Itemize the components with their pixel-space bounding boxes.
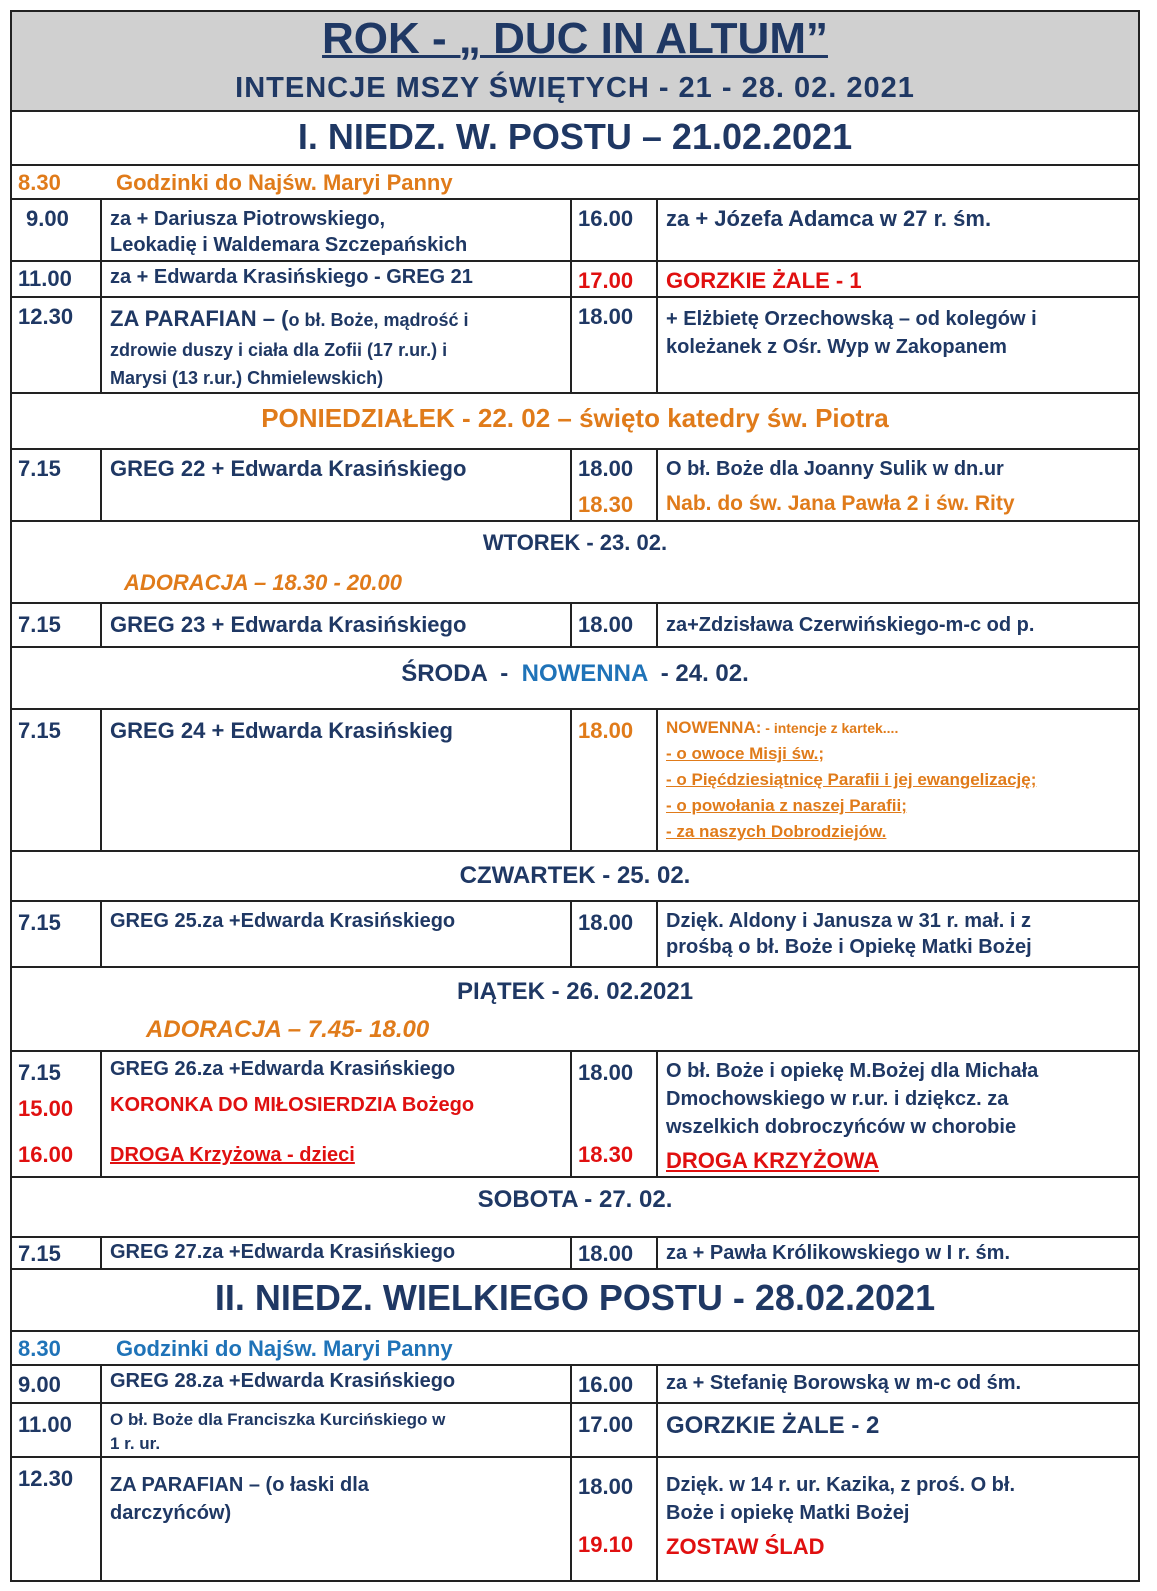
godzinki-time: 8.30 — [18, 1336, 61, 1361]
mass-time: 16.00 — [18, 1142, 74, 1167]
godzinki-time: 8.30 — [18, 170, 61, 195]
friday-row — [12, 1052, 1138, 1178]
mass-intention: GREG 25.za +Edwarda Krasińskiego — [110, 910, 456, 932]
nowenna-intention: - o Pięćdziesiątnicę Parafii i jej ewangelizację; — [666, 770, 1037, 789]
sheet-header — [12, 12, 1138, 112]
mass-intention: za + Edwarda Krasińskiego - GREG 21 — [110, 266, 473, 288]
leave-trace-text: ZOSTAW ŚLAD — [666, 1534, 825, 1559]
mass-time: 11.00 — [18, 1412, 72, 1437]
nowenna-intention: - o owoce Misji św.; — [666, 744, 825, 763]
wednesday-title: ŚRODA - — [401, 660, 522, 687]
chaplet-text: KORONKA DO MIŁOSIERDZIA Bożego — [110, 1094, 475, 1116]
mass-intention: Dzięk. w 14 r. ur. Kazika, z proś. O bł. — [666, 1474, 1016, 1496]
sunday-2-godzinki-row — [12, 1332, 1138, 1366]
mass-intention: O bł. Boże dla Joanny Sulik w dn.ur — [666, 458, 1004, 480]
tuesday-title: WTOREK - 23. 02. — [482, 530, 668, 555]
mass-time: 9.00 — [26, 206, 69, 231]
tuesday-row — [12, 604, 1138, 648]
saturday-title: SOBOTA - 27. 02. — [477, 1186, 673, 1213]
monday-row — [12, 450, 1138, 522]
mass-time: 18.00 — [578, 718, 634, 743]
mass-intention: za + Stefanię Borowską w m-c od śm. — [666, 1372, 1022, 1394]
adoration-note: ADORACJA – 7.45- 18.00 — [146, 1016, 430, 1043]
mass-intention: za + Dariusza Piotrowskiego, — [110, 208, 386, 230]
thursday-title: CZWARTEK - 25. 02. — [459, 862, 691, 889]
wednesday-date: - 24. 02. — [647, 660, 749, 687]
mass-intention: 1 r. ur. — [110, 1434, 161, 1453]
mass-time: 7.15 — [18, 718, 61, 743]
mass-intention: + Elżbietę Orzechowską – od kolegów i — [666, 308, 1037, 330]
mass-intention: zdrowie duszy i ciała dla Zofii (17 r.ur.) i — [110, 340, 448, 360]
gorzkie-zale: GORZKIE ŻALE - 1 — [666, 268, 862, 293]
nowenna-label: NOWENNA: — [666, 718, 762, 737]
godzinki-text: Godzinki do Najśw. Maryi Panny — [116, 1336, 453, 1361]
stations-children: DROGA Krzyżowa - dzieci — [110, 1144, 355, 1166]
wednesday-row — [12, 710, 1138, 852]
mass-intention: Dmochowskiego w r.ur. i dziękcz. za — [666, 1088, 1009, 1110]
mass-intention: za + Pawła Królikowskiego w I r. śm. — [666, 1242, 1011, 1264]
sunday-2-title: II. NIEDZ. WIELKIEGO POSTU - 28.02.2021 — [214, 1277, 936, 1318]
mass-time: 19.10 — [578, 1532, 634, 1557]
saturday-heading — [12, 1178, 1138, 1238]
mass-intention: GREG 24 + Edwarda Krasińskieg — [110, 718, 453, 743]
nowenna-badge: NOWENNA — [521, 660, 648, 687]
mass-time: 16.00 — [578, 206, 634, 231]
mass-intention: wszelkich dobroczyńców w chorobie — [666, 1116, 1017, 1138]
devotion-text: Nab. do św. Jana Pawła 2 i św. Rity — [666, 492, 1015, 515]
mass-intention: za+Zdzisława Czerwińskiego-m-c od p. — [666, 614, 1035, 636]
thursday-row — [12, 902, 1138, 968]
mass-time: 7.15 — [18, 612, 61, 637]
mass-intention: Dzięk. Aldony i Janusza w 31 r. mał. i z — [666, 910, 1031, 932]
mass-intention: O bł. Boże i opiekę M.Bożej dla Michała — [666, 1060, 1039, 1082]
mass-time: 7.15 — [18, 456, 61, 481]
gorzkie-zale: GORZKIE ŻALE - 2 — [666, 1412, 880, 1439]
mass-time: 17.00 — [578, 268, 634, 293]
mass-time: 16.00 — [578, 1372, 634, 1397]
godzinki-text: Godzinki do Najśw. Maryi Panny — [116, 170, 453, 195]
nowenna-intention: - za naszych Dobrodziejów. — [666, 822, 887, 841]
nowenna-note: - intencje z kartek.... — [761, 720, 899, 736]
mass-time: 18.00 — [578, 1474, 634, 1499]
mass-intention: GREG 23 + Edwarda Krasińskiego — [110, 612, 467, 637]
sheet-subtitle: INTENCJE MSZY ŚWIĘTYCH - 21 - 28. 02. 2021 — [235, 72, 915, 104]
mass-intention: GREG 26.za +Edwarda Krasińskiego — [110, 1058, 456, 1080]
sunday-2-row-3 — [12, 1458, 1138, 1580]
adoration-note: ADORACJA – 18.30 - 20.00 — [124, 570, 402, 595]
mass-time: 18.00 — [578, 304, 634, 329]
mass-intention: GREG 27.za +Edwarda Krasińskiego — [110, 1241, 456, 1263]
mass-intention: Boże i opiekę Matki Bożej — [666, 1502, 910, 1524]
mass-intention: O bł. Boże dla Franciszka Kurcińskiego w — [110, 1410, 446, 1429]
sunday-2-heading — [12, 1270, 1138, 1332]
friday-heading — [12, 968, 1138, 1052]
mass-time: 11.00 — [18, 266, 72, 291]
sunday-1-heading — [12, 112, 1138, 166]
parishioners-label: ZA PARAFIAN – ( — [110, 306, 289, 331]
saturday-row — [12, 1238, 1138, 1270]
mass-time: 18.00 — [578, 1241, 634, 1266]
mass-intention: za + Józefa Adamca w 27 r. śm. — [666, 206, 992, 231]
mass-intention: prośbą o bł. Boże i Opiekę Matki Bożej — [666, 936, 1032, 958]
mass-intention: koleżanek z Ośr. Wyp w Zakopanem — [666, 336, 1007, 358]
mass-time: 7.15 — [18, 1241, 61, 1266]
stations-of-cross: DROGA KRZYŻOWA — [666, 1148, 880, 1173]
sunday-1-row-3 — [12, 298, 1138, 394]
sunday-2-row-1 — [12, 1366, 1138, 1404]
mass-time: 7.15 — [18, 910, 61, 935]
monday-heading — [12, 394, 1138, 450]
mass-time: 18.30 — [578, 1142, 634, 1167]
monday-title: PONIEDZIAŁEK - 22. 02 – święto katedry św. Piotra — [261, 403, 889, 433]
sunday-1-row-2 — [12, 262, 1138, 298]
mass-intentions-sheet — [10, 10, 1140, 1582]
mass-intention: GREG 22 + Edwarda Krasińskiego — [110, 456, 467, 481]
sunday-1-row-1 — [12, 200, 1138, 262]
mass-intention: o bł. Boże, mądrość i — [288, 310, 469, 330]
mass-time: 9.00 — [18, 1372, 61, 1397]
sheet-title: ROK - „ DUC IN ALTUM” — [322, 14, 828, 63]
sunday-1-godzinki-row — [12, 166, 1138, 200]
mass-time: 18.30 — [578, 492, 634, 517]
thursday-heading — [12, 852, 1138, 902]
wednesday-heading — [12, 648, 1138, 710]
mass-intention: darczyńców) — [110, 1502, 232, 1524]
mass-time: 18.00 — [578, 910, 634, 935]
mass-time: 15.00 — [18, 1096, 74, 1121]
mass-time: 12.30 — [18, 1466, 74, 1491]
mass-time: 18.00 — [578, 612, 634, 637]
nowenna-intention: - o powołania z naszej Parafii; — [666, 796, 907, 815]
mass-intention: GREG 28.za +Edwarda Krasińskiego — [110, 1370, 456, 1392]
mass-time: 18.00 — [578, 456, 634, 481]
mass-time: 17.00 — [578, 1412, 634, 1437]
friday-title: PIĄTEK - 26. 02.2021 — [456, 978, 694, 1005]
sunday-2-row-2 — [12, 1404, 1138, 1458]
sunday-1-title: I. NIEDZ. W. POSTU – 21.02.2021 — [297, 116, 853, 157]
mass-time: 12.30 — [18, 304, 74, 329]
mass-intention: Leokadię i Waldemara Szczepańskich — [110, 234, 468, 256]
mass-time: 7.15 — [18, 1060, 61, 1085]
tuesday-heading — [12, 522, 1138, 604]
mass-intention: ZA PARAFIAN – (o łaski dla — [110, 1474, 369, 1496]
mass-time: 18.00 — [578, 1060, 634, 1085]
mass-intention: Marysi (13 r.ur.) Chmielewskich) — [110, 368, 384, 388]
